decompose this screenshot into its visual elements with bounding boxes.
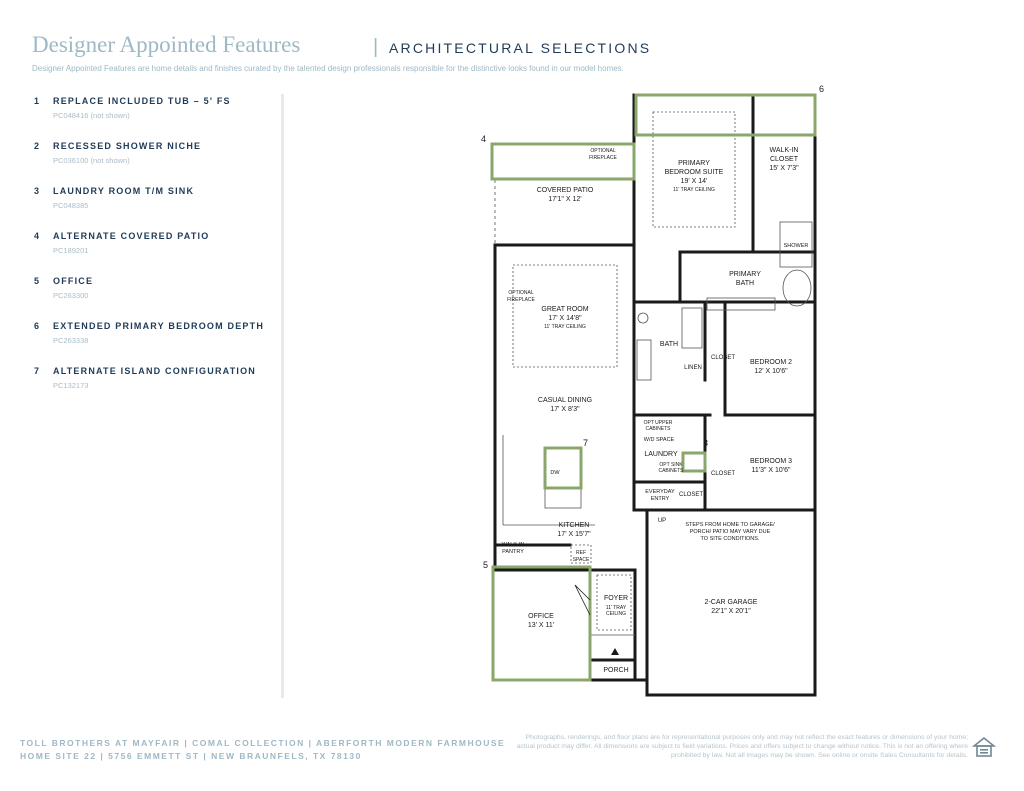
room-label: SHOWER [783, 243, 809, 249]
room-label: LINEN [684, 365, 702, 371]
feature-item [34, 141, 274, 186]
room-dimension: 13' X 11' [527, 622, 555, 629]
toilet [638, 313, 648, 323]
feature-number: 1 [34, 96, 40, 106]
feature-number: 5 [34, 276, 40, 286]
wall [495, 95, 634, 570]
bath-vanity [637, 340, 651, 380]
bath-tub [682, 308, 702, 348]
room-label: WALK-IN [501, 542, 525, 548]
feature-number: 6 [34, 321, 40, 331]
appliance-label: DW [550, 470, 560, 476]
feature-title: EXTENDED PRIMARY BEDROOM DEPTH [53, 321, 265, 331]
room-label: BATH [735, 280, 755, 287]
footer-disclaimer: Photographs, renderings, and floor plans are for representational purposes only and may not reflect the exact features or dimensions of your home; actual product may differ. All dimensions are subject to field variations. Prices and offers subject to change without notice. This is not an offering where prohibited by law. Not all images may be shown. See online or onsite Sales Consultants for details. [516, 734, 968, 759]
room-label: KITCHEN [558, 522, 590, 529]
optional-fireplace-label: FIREPLACE [507, 297, 535, 303]
room-label: CLOSET [710, 355, 736, 361]
room-dimension: 17' X 14'8" [548, 315, 582, 322]
room-label: BATH [659, 341, 679, 348]
room-label: CLOSET [769, 156, 799, 163]
porch-arrow-icon [611, 648, 619, 655]
feature-code: PC048385 [53, 201, 89, 210]
callout-number: 3 [703, 438, 709, 448]
room-ceiling: 11' TRAY CEILING [544, 324, 586, 330]
room-label: OFFICE [528, 613, 554, 620]
room-label: PRIMARY [678, 160, 710, 167]
feature-code: PC189201 [53, 246, 89, 255]
feature-title: ALTERNATE ISLAND CONFIGURATION [53, 366, 256, 376]
room-label: PANTRY [502, 549, 524, 555]
feature-code: PC048416 (not shown) [53, 111, 130, 120]
option-7-highlight [545, 448, 581, 488]
footer-community: TOLL BROTHERS AT MAYFAIR | COMAL COLLECTION | ABERFORTH MODERN FARMHOUSE [20, 738, 506, 748]
note-text: STEPS FROM HOME TO GARAGE/ [685, 522, 775, 528]
room-label: CASUAL DINING [537, 397, 593, 404]
feature-number: 7 [34, 366, 40, 376]
footer-address: HOME SITE 22 | 5756 EMMETT ST | NEW BRAUNFELS, TX 78130 [20, 751, 362, 761]
feature-item [34, 366, 274, 411]
feature-list [34, 96, 274, 411]
appliance-label: SPACE [572, 557, 590, 563]
fireplace-label: OPTIONAL [590, 148, 616, 154]
island [545, 448, 581, 508]
room-label: LAUNDRY [644, 451, 678, 458]
room-label: CLOSET [678, 492, 704, 498]
feature-item [34, 96, 274, 141]
room-dimension: 19' X 14' [680, 178, 708, 185]
feature-item [34, 276, 274, 321]
feature-code: PC036100 (not shown) [53, 156, 130, 165]
feature-title: OFFICE [53, 276, 94, 286]
room-label: WALK-IN [769, 147, 799, 154]
callout-number: 4 [481, 134, 487, 144]
room-dimension: 12' X 10'6" [754, 368, 788, 375]
feature-title: ALTERNATE COVERED PATIO [53, 231, 210, 241]
page-subtitle: ARCHITECTURAL SELECTIONS [389, 40, 652, 56]
room-label: 2-CAR GARAGE [704, 599, 758, 606]
note-text: TO SITE CONDITIONS. [700, 536, 760, 542]
callout-number: 7 [583, 438, 589, 448]
room-label: BEDROOM SUITE [664, 169, 724, 176]
fireplace-label: FIREPLACE [589, 155, 617, 161]
feature-item [34, 231, 274, 276]
appliance-label: REF [576, 550, 586, 556]
room-label: OPT SINK [659, 462, 683, 468]
room-label: CLOSET [710, 471, 736, 477]
feature-code: PC132173 [53, 381, 89, 390]
room-label: OPT UPPER [643, 420, 673, 426]
room-label: EVERYDAY [645, 489, 675, 495]
optional-fireplace-label: OPTIONAL [508, 290, 534, 296]
tray-ceiling-outline [597, 575, 631, 630]
feature-title: RECESSED SHOWER NICHE [53, 141, 202, 151]
page-title: Designer Appointed Features [32, 32, 301, 57]
room-label: BEDROOM 3 [749, 458, 793, 465]
room-label: PORCH [603, 667, 629, 674]
callout-number: 6 [819, 84, 825, 94]
stair-label: UP [657, 518, 667, 524]
room-label: W/D SPACE [643, 437, 675, 443]
room-ceiling: CEILING [605, 611, 627, 617]
room-ceiling: 11' TRAY CEILING [673, 187, 715, 193]
feature-code: PC263338 [53, 336, 89, 345]
room-dimension: 17'1" X 12' [548, 196, 582, 203]
room-label: PRIMARY [729, 271, 761, 278]
feature-code: PC263300 [53, 291, 89, 300]
feature-number: 4 [34, 231, 40, 241]
feature-title: LAUNDRY ROOM T/M SINK [53, 186, 195, 196]
room-label: GREAT ROOM [541, 306, 589, 313]
feature-number: 3 [34, 186, 40, 196]
room-label: CABINETS [658, 468, 684, 474]
room-dimension: 17' X 15'7" [557, 531, 591, 538]
room-label: BEDROOM 2 [749, 359, 793, 366]
note-text: PORCH/ PATIO MAY VARY DUE [689, 529, 771, 535]
title-separator: | [373, 36, 379, 58]
feature-number: 2 [34, 141, 40, 151]
feature-item [34, 321, 274, 366]
page-description: Designer Appointed Features are home details and finishes curated by the talented design professionals responsible for the distinctive looks found in our model homes. [32, 64, 624, 73]
floor-plan [475, 80, 835, 705]
vanity [707, 298, 775, 310]
column-divider [281, 94, 284, 698]
feature-title: REPLACE INCLUDED TUB – 5' FS [53, 96, 231, 106]
room-dimension: 17' X 8'3" [550, 406, 580, 413]
callout-number: 5 [483, 560, 489, 570]
option-3-highlight [683, 453, 705, 471]
room-ceiling: 11' TRAY [605, 605, 627, 611]
door-swing [575, 585, 590, 615]
room-label: FOYER [603, 595, 629, 602]
equal-housing-opportunity-icon [972, 736, 996, 760]
room-dimension: 22'1" X 20'1" [711, 608, 751, 615]
feature-item [34, 186, 274, 231]
room-label: COVERED PATIO [536, 187, 594, 194]
room-dimension: 11'3" X 10'6" [751, 467, 791, 474]
room-dimension: 15' X 7'3" [769, 165, 799, 172]
room-label: CABINETS [645, 426, 671, 432]
room-label: ENTRY [650, 496, 670, 502]
option-6-highlight [636, 95, 815, 135]
